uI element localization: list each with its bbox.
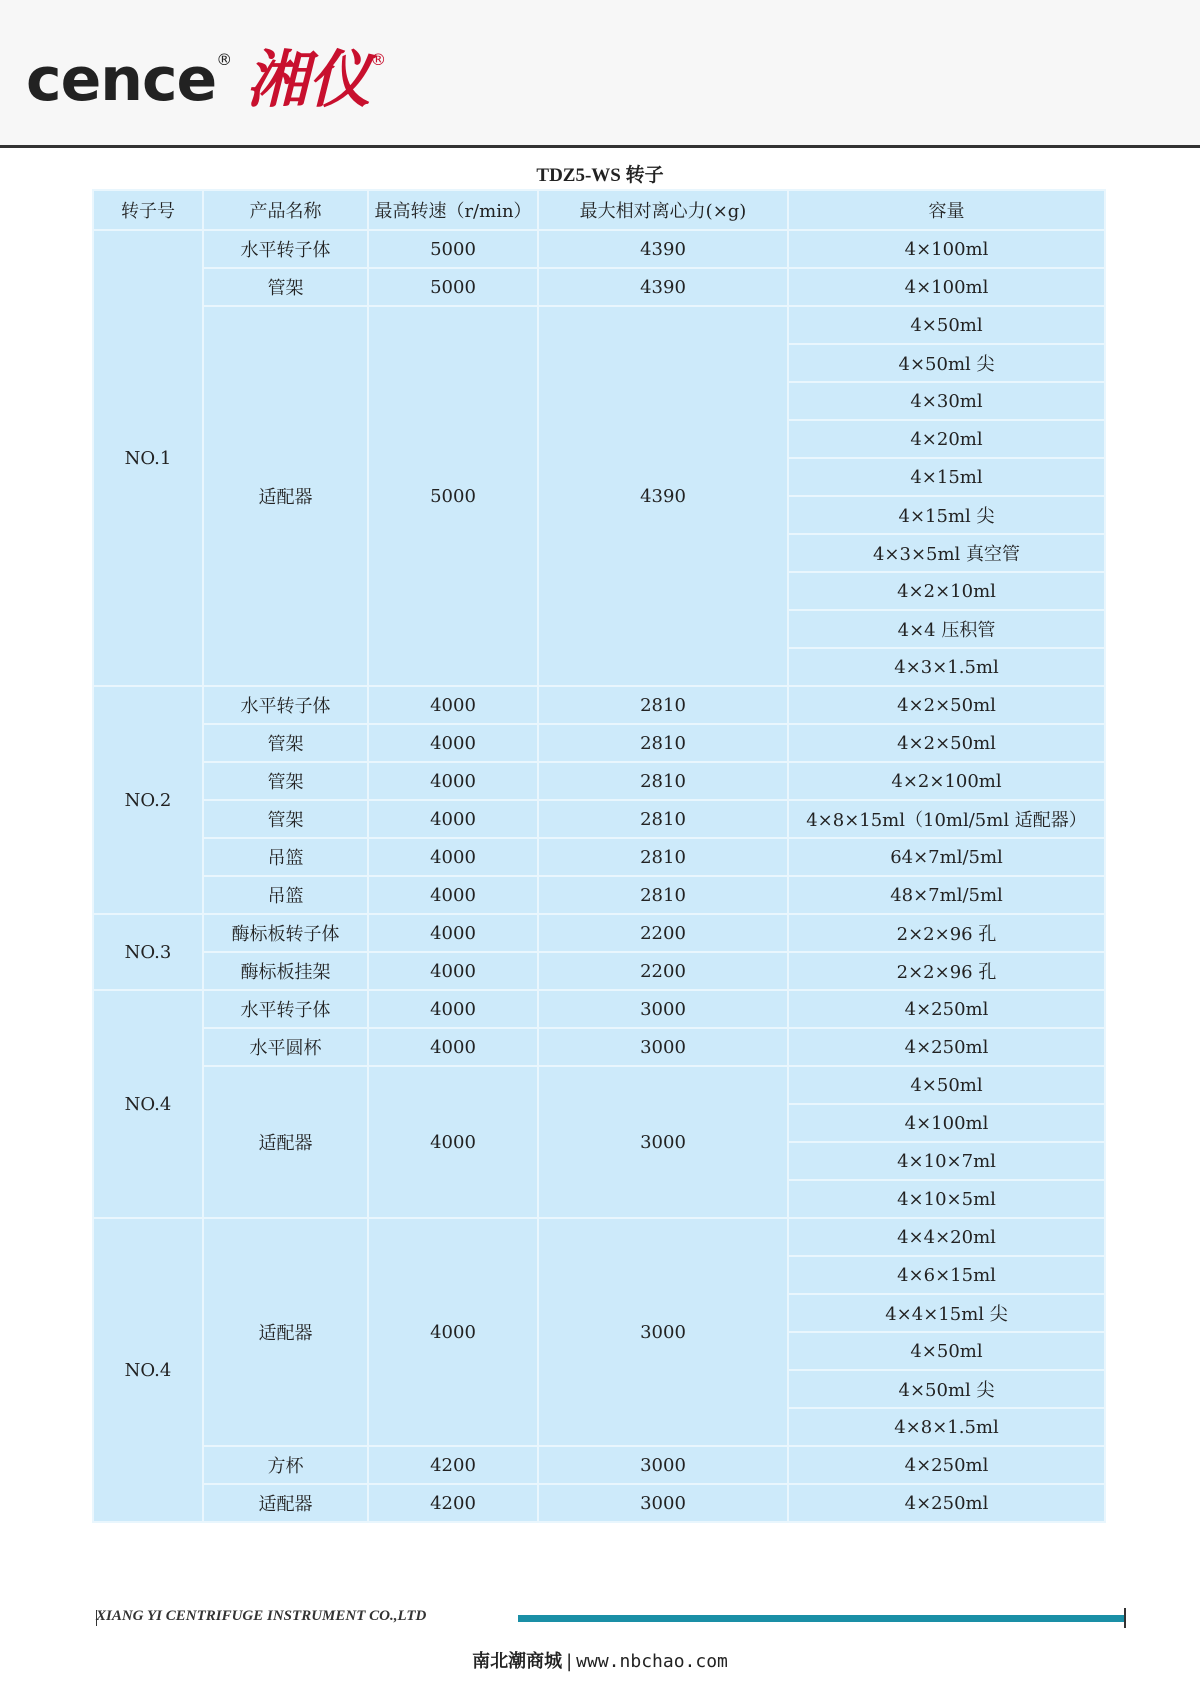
rotor-no-cell: NO.4 (93, 990, 203, 1218)
capacity-cell: 4×50ml (788, 1066, 1105, 1104)
capacity-cell: 4×100ml (788, 230, 1105, 268)
max-rcf-cell: 2200 (538, 952, 788, 990)
max-rcf-cell: 4390 (538, 306, 788, 686)
site-name: 南北潮商城 (472, 1651, 563, 1672)
capacity-cell: 4×50ml 尖 (788, 1370, 1105, 1408)
capacity-cell: 4×2×10ml (788, 572, 1105, 610)
table-title: TDZ5-WS 转子 (536, 165, 664, 186)
max-speed-cell: 4000 (368, 686, 538, 724)
product-name-cell: 酶标板挂架 (203, 952, 368, 990)
max-rcf-cell: 4390 (538, 268, 788, 306)
max-speed-cell: 4000 (368, 724, 538, 762)
max-rcf-cell: 2810 (538, 876, 788, 914)
product-name-cell: 适配器 (203, 1218, 368, 1446)
capacity-cell: 4×4 压积管 (788, 610, 1105, 648)
rotor-no-cell: NO.4 (93, 1218, 203, 1522)
max-rcf-cell: 2810 (538, 762, 788, 800)
footer-accent-bar (518, 1615, 1124, 1622)
capacity-cell: 4×10×5ml (788, 1180, 1105, 1218)
table-row (93, 1484, 1105, 1522)
table-header-row (93, 190, 1105, 230)
max-speed-cell: 4000 (368, 1028, 538, 1066)
header-product-name: 产品名称 (203, 190, 368, 230)
max-speed-cell: 4000 (368, 762, 538, 800)
max-rcf-cell: 3000 (538, 1218, 788, 1446)
product-name-cell: 适配器 (203, 306, 368, 686)
table-row (93, 686, 1105, 724)
header-max-speed: 最高转速（r/min） (368, 190, 538, 230)
table-row (93, 1446, 1105, 1484)
table-row (93, 230, 1105, 268)
product-name-cell: 管架 (203, 800, 368, 838)
footer-company: XIANG YI CENTRIFUGE INSTRUMENT CO.,LTD (96, 1608, 427, 1624)
max-speed-cell: 5000 (368, 306, 538, 686)
product-name-cell: 适配器 (203, 1066, 368, 1218)
max-speed-cell: 4200 (368, 1446, 538, 1484)
capacity-cell: 4×50ml 尖 (788, 344, 1105, 382)
max-rcf-cell: 3000 (538, 990, 788, 1028)
capacity-cell: 4×250ml (788, 1484, 1105, 1522)
capacity-cell: 4×250ml (788, 1446, 1105, 1484)
rotor-no-cell: NO.3 (93, 914, 203, 990)
rotor-no-cell: NO.2 (93, 686, 203, 914)
capacity-cell: 48×7ml/5ml (788, 876, 1105, 914)
max-rcf-cell: 3000 (538, 1484, 788, 1522)
product-name-cell: 水平圆杯 (203, 1028, 368, 1066)
rotor-no-cell: NO.1 (93, 230, 203, 686)
product-name-cell: 吊篮 (203, 876, 368, 914)
max-speed-cell: 4000 (368, 1066, 538, 1218)
table-row (93, 876, 1105, 914)
capacity-cell: 4×6×15ml (788, 1256, 1105, 1294)
capacity-cell: 2×2×96 孔 (788, 914, 1105, 952)
capacity-cell: 4×3×1.5ml (788, 648, 1105, 686)
table-row (93, 838, 1105, 876)
table-row (93, 1218, 1105, 1256)
product-name-cell: 管架 (203, 268, 368, 306)
capacity-cell: 4×50ml (788, 306, 1105, 344)
max-rcf-cell: 2810 (538, 686, 788, 724)
capacity-cell: 4×8×15ml（10ml/5ml 适配器） (788, 800, 1105, 838)
capacity-cell: 4×20ml (788, 420, 1105, 458)
max-speed-cell: 4000 (368, 800, 538, 838)
capacity-cell: 4×10×7ml (788, 1142, 1105, 1180)
product-name-cell: 酶标板转子体 (203, 914, 368, 952)
capacity-cell: 4×8×1.5ml (788, 1408, 1105, 1446)
product-name-cell: 吊篮 (203, 838, 368, 876)
max-speed-cell: 4000 (368, 952, 538, 990)
capacity-cell: 4×15ml 尖 (788, 496, 1105, 534)
logo-text-en: cence (26, 45, 217, 115)
max-speed-cell: 5000 (368, 230, 538, 268)
max-speed-cell: 4200 (368, 1484, 538, 1522)
logo-text-cn: 湘仪 (246, 43, 371, 116)
site-credit (0, 1647, 1200, 1673)
registered-mark-cn: ® (370, 50, 387, 69)
max-rcf-cell: 2200 (538, 914, 788, 952)
max-rcf-cell: 3000 (538, 1066, 788, 1218)
site-url[interactable]: www.nbchao.com (576, 1651, 728, 1672)
table-row (93, 1066, 1105, 1104)
table-row (93, 268, 1105, 306)
max-speed-cell: 4000 (368, 914, 538, 952)
capacity-cell: 4×50ml (788, 1332, 1105, 1370)
capacity-cell: 4×15ml (788, 458, 1105, 496)
table-row (93, 800, 1105, 838)
capacity-cell: 4×30ml (788, 382, 1105, 420)
footer-right-tick (1124, 1608, 1126, 1628)
capacity-cell: 4×100ml (788, 1104, 1105, 1142)
capacity-cell: 4×4×15ml 尖 (788, 1294, 1105, 1332)
table-body (93, 230, 1105, 1522)
table-row (93, 306, 1105, 344)
max-rcf-cell: 2810 (538, 724, 788, 762)
table-row (93, 1028, 1105, 1066)
header-rotor-no: 转子号 (93, 190, 203, 230)
header-max-rcf: 最大相对离心力(×g) (538, 190, 788, 230)
table-row (93, 990, 1105, 1028)
capacity-cell: 4×250ml (788, 1028, 1105, 1066)
table-row (93, 762, 1105, 800)
product-name-cell: 管架 (203, 724, 368, 762)
max-speed-cell: 4000 (368, 1218, 538, 1446)
max-speed-cell: 4000 (368, 876, 538, 914)
page-header (0, 0, 1200, 148)
registered-mark: ® (216, 50, 233, 69)
max-rcf-cell: 3000 (538, 1446, 788, 1484)
capacity-cell: 4×4×20ml (788, 1218, 1105, 1256)
table-row (93, 952, 1105, 990)
capacity-cell: 64×7ml/5ml (788, 838, 1105, 876)
capacity-cell: 4×250ml (788, 990, 1105, 1028)
cence-logo (26, 40, 386, 120)
product-name-cell: 管架 (203, 762, 368, 800)
product-name-cell: 方杯 (203, 1446, 368, 1484)
max-rcf-cell: 2810 (538, 800, 788, 838)
max-speed-cell: 4000 (368, 990, 538, 1028)
table-row (93, 724, 1105, 762)
rotor-spec-table (92, 189, 1106, 1523)
product-name-cell: 适配器 (203, 1484, 368, 1522)
capacity-cell: 4×2×50ml (788, 686, 1105, 724)
max-speed-cell: 5000 (368, 268, 538, 306)
site-separator: | (566, 1651, 573, 1672)
header-capacity: 容量 (788, 190, 1105, 230)
capacity-cell: 4×2×50ml (788, 724, 1105, 762)
capacity-cell: 4×100ml (788, 268, 1105, 306)
product-name-cell: 水平转子体 (203, 990, 368, 1028)
max-speed-cell: 4000 (368, 838, 538, 876)
product-name-cell: 水平转子体 (203, 686, 368, 724)
max-rcf-cell: 3000 (538, 1028, 788, 1066)
product-name-cell: 水平转子体 (203, 230, 368, 268)
capacity-cell: 2×2×96 孔 (788, 952, 1105, 990)
capacity-cell: 4×2×100ml (788, 762, 1105, 800)
max-rcf-cell: 4390 (538, 230, 788, 268)
table-row (93, 914, 1105, 952)
capacity-cell: 4×3×5ml 真空管 (788, 534, 1105, 572)
max-rcf-cell: 2810 (538, 838, 788, 876)
